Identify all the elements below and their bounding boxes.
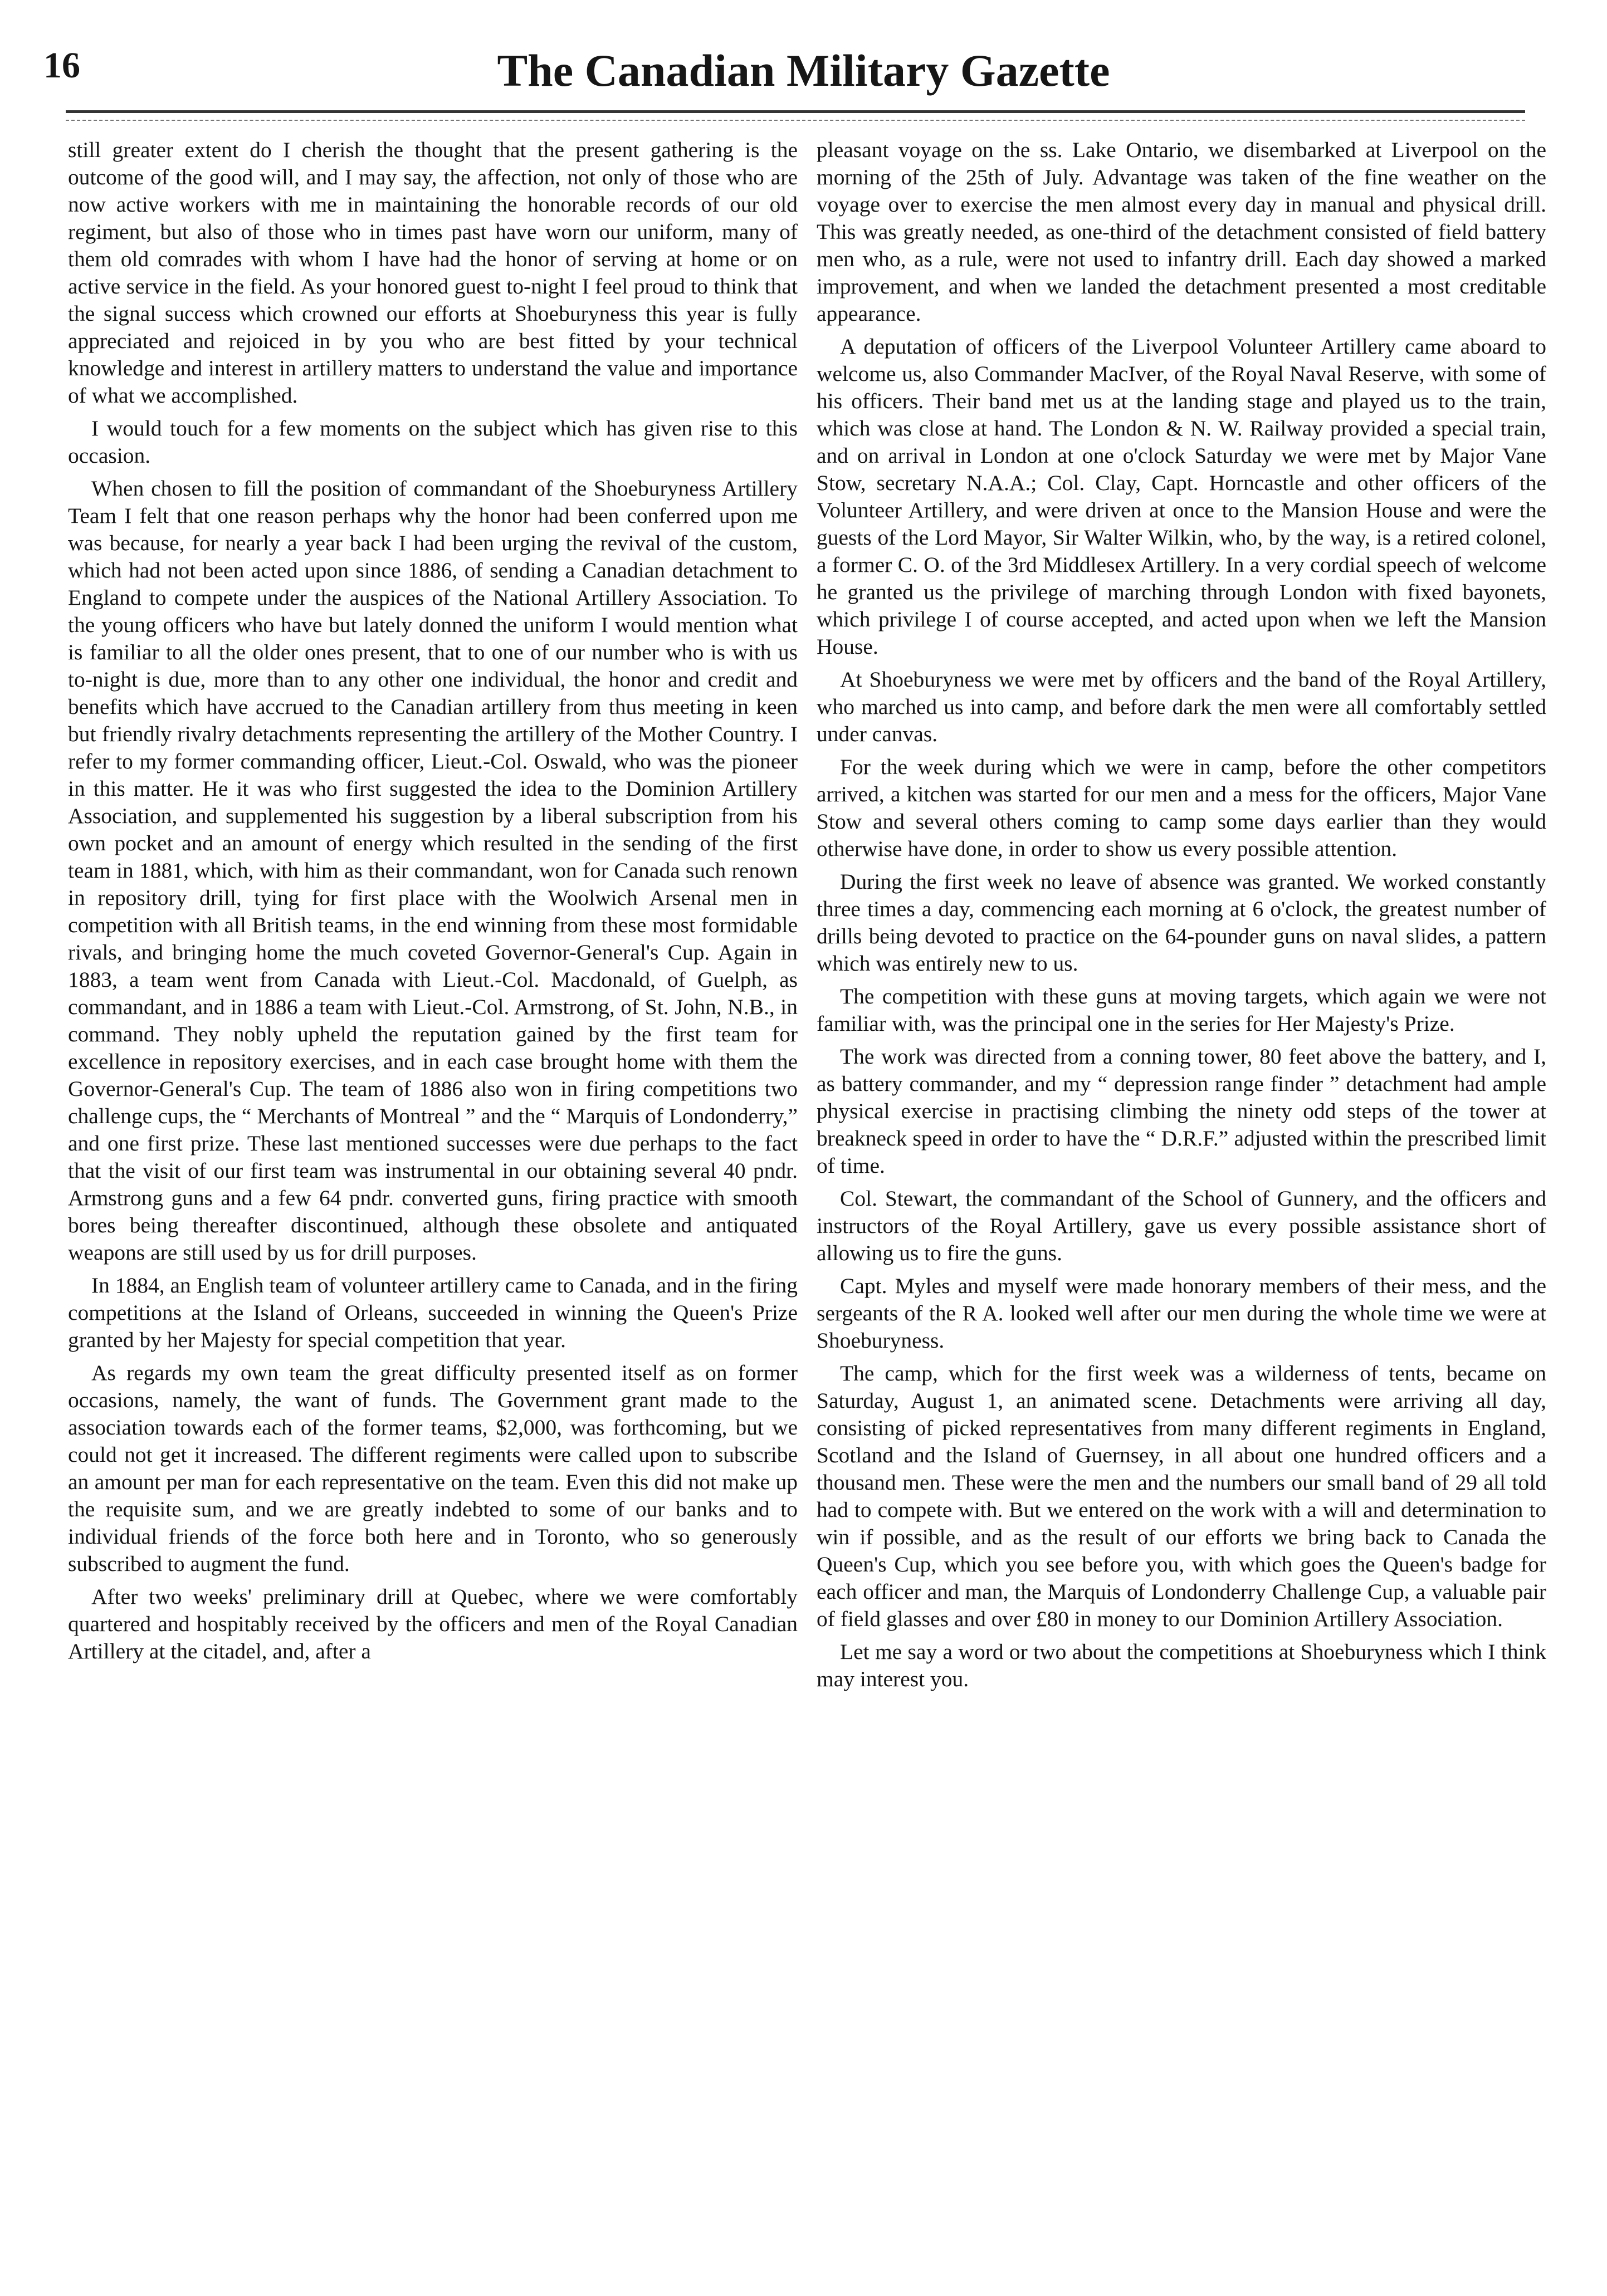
paragraph: When chosen to fill the position of commandant of the Shoeburyness Artillery Team I felt that one reason perhaps why the honor had been conferred upon me was because, for nearly a year back I had been urging the revival of the custom, which had not been acted upon since 1886, of sending a Canadian detachment to England to compete under the auspices of the National Artillery Association. To the young officers who have but lately donned the uniform I would mention what is familiar to all the older ones present, that to one of our number who is with us to-night is due, more than to any other one individual, the honor and credit and benefits which have accrued to the Canadian artillery from thus meeting in keen but friendly rivalry detachments representing the artillery of the Mother Country. I refer to my former commanding officer, Lieut.-Col. Oswald, who was the pioneer in this matter. He it was who first suggested the idea to the Dominion Artillery Association, and supplemented his suggestion by a liberal subscription from his own pocket and an amount of energy which resulted in the sending of the first team in 1881, which, with him as their commandant, won for Canada such renown in repository drill, tying for first place with the Woolwich Arsenal men in competition with all British teams, in the end winning from these most formidable rivals, and bringing home the much coveted Governor-General's Cup. Again in 1883, a team went from Canada with Lieut.-Col. Macdonald, of Guelph, as commandant, and in 1886 a team with Lieut.-Col. Armstrong, of St. John, N.B., in command. They nobly upheld the reputation gained by the first team for excellence in repository exercises, and in each case brought home with them the Governor-General's Cup. The team of 1886 also won in firing competitions two challenge cups, the “ Merchants of Montreal ” and the “ Marquis of Londonderry,” and one first prize. These last mentioned successes were due perhaps to the fact that the visit of our first team was instrumental in our obtaining several 40 pndr. Armstrong guns and a few 64 pndr. converted guns, firing practice with smooth bores being thereafter discontinued, although these obsolete and antiquated weapons are still used by us for drill purposes.: [68, 476, 798, 1265]
page-number: 16: [43, 45, 80, 86]
paragraph: As regards my own team the great difficulty presented itself as on former occasions, namely, the want of funds. The Government grant made to the association towards each of the former teams, $2,000, was forthcoming, but we could not get it increased. The different regiments were called upon to subscribe an amount per man for each representative on the team. Even this did not make up the requisite sum, and we are greatly indebted to some of our banks and to individual friends of the force both here and in Toronto, who so generously subscribed to augment the fund.: [68, 1360, 798, 1576]
paragraph: still greater extent do I cherish the thought that the present gathering is the outcome of the good will, and I may say, the affection, not only of those who are now active workers with me in maintaining the honorable records of our old regiment, but also of those who in times past have worn our uniform, many of them old comrades with whom I have had the honor of serving at home or on active service in the field. As your honored guest to-night I feel proud to think that the signal success which crowned our efforts at Shoeburyness this year is fully appreciated and rejoiced in by you who are best fitted by your technical knowledge and interest in artillery matters to understand the value and importance of what we accomplished.: [68, 138, 798, 408]
right-column: [817, 136, 1546, 1698]
masthead-title: The Canadian Military Gazette: [497, 45, 1110, 96]
paragraph: The competition with these guns at moving targets, which again we were not familiar with, was the principal one in the series for Her Majesty's Prize.: [817, 984, 1546, 1036]
paragraph: For the week during which we were in camp, before the other competitors arrived, a kitchen was started for our men and a mess for the officers, Major Vane Stow and several others coming to camp some days earlier than they would otherwise have done, in order to show us every possible attention.: [817, 755, 1546, 861]
paragraph: I would touch for a few moments on the subject which has given rise to this occasion.: [68, 416, 798, 468]
paragraph: During the first week no leave of absence was granted. We worked constantly three times a day, commencing each morning at 6 o'clock, the greatest number of drills being devoted to practice on the 64-pounder guns on naval slides, a pattern which was entirely new to us.: [817, 869, 1546, 976]
paragraph: The work was directed from a conning tower, 80 feet above the battery, and I, as battery commander, and my “ depression range finder ” detachment had ample physical exercise in practising climbing the ninety odd steps of the tower at breakneck speed in order to have the “ D.R.F.” adjusted within the prescribed limit of time.: [817, 1044, 1546, 1178]
left-column: [68, 136, 798, 1671]
paragraph: pleasant voyage on the ss. Lake Ontario, we disembarked at Liverpool on the morning of the 25th of July. Advantage was taken of the fine weather on the voyage over to exercise the men almost every day in manual and physical drill. This was greatly needed, as one-third of the detachment consisted of field battery men who, as a rule, were not used to infantry drill. Each day showed a marked improvement, and when we landed the detachment presented a most creditable appearance.: [817, 138, 1546, 326]
paragraph: Col. Stewart, the commandant of the School of Gunnery, and the officers and instructors of the Royal Artillery, gave us every possible assistance short of allowing us to fire the guns.: [817, 1186, 1546, 1265]
paragraph: At Shoeburyness we were met by officers and the band of the Royal Artillery, who marched us into camp, and before dark the men were all comfortably settled under canvas.: [817, 667, 1546, 746]
paragraph: Capt. Myles and myself were made honorary members of their mess, and the sergeants of the R A. looked well after our men during the whole time we were at Shoeburyness.: [817, 1274, 1546, 1353]
paragraph: In 1884, an English team of volunteer artillery came to Canada, and in the firing competitions at the Island of Orleans, succeeded in winning the Queen's Prize granted by her Majesty for special competition that year.: [68, 1273, 798, 1352]
paragraph: A deputation of officers of the Liverpool Volunteer Artillery came aboard to welcome us, also Commander MacIver, of the Royal Naval Reserve, with some of his officers. Their band met us at the landing stage and played us to the train, which was close at hand. The London & N. W. Railway provided a special train, and on arrival in London at one o'clock Saturday we were met by Major Vane Stow, secretary N.A.A.; Col. Clay, Capt. Horncastle and other officers of the Volunteer Artillery, and were driven at once to the Mansion House and were the guests of the Lord Mayor, Sir Walter Wilkin, who, by the way, is a retired colonel, a former C. O. of the 3rd Middlesex Artillery. In a very cordial speech of welcome he granted us the privilege of marching through London with fixed bayonets, which privilege I of course accepted, and acted upon when we left the Mansion House.: [817, 334, 1546, 659]
paragraph: After two weeks' preliminary drill at Quebec, where we were comfortably quartered and hospitably received by the officers and men of the Royal Canadian Artillery at the citadel, and, after a: [68, 1584, 798, 1663]
paragraph: Let me say a word or two about the competitions at Shoeburyness which I think may interest you.: [817, 1639, 1546, 1691]
header-rule: [66, 110, 1525, 121]
paragraph: The camp, which for the first week was a wilderness of tents, became on Saturday, August 1, an animated scene. Detachments were arriving all day, consisting of picked representatives from many different regiments in England, Scotland and the Island of Guernsey, in all about one hundred officers and a thousand men. These were the men and the numbers our small band of 29 all told had to compete with. But we entered on the work with a will and determination to win if possible, and as the result of our efforts we bring back to Canada the Queen's Cup, which you see before you, with which goes the Queen's badge for each officer and man, the Marquis of Londonderry Challenge Cup, a valuable pair of field glasses and over £80 in money to our Dominion Artillery Association.: [817, 1361, 1546, 1631]
